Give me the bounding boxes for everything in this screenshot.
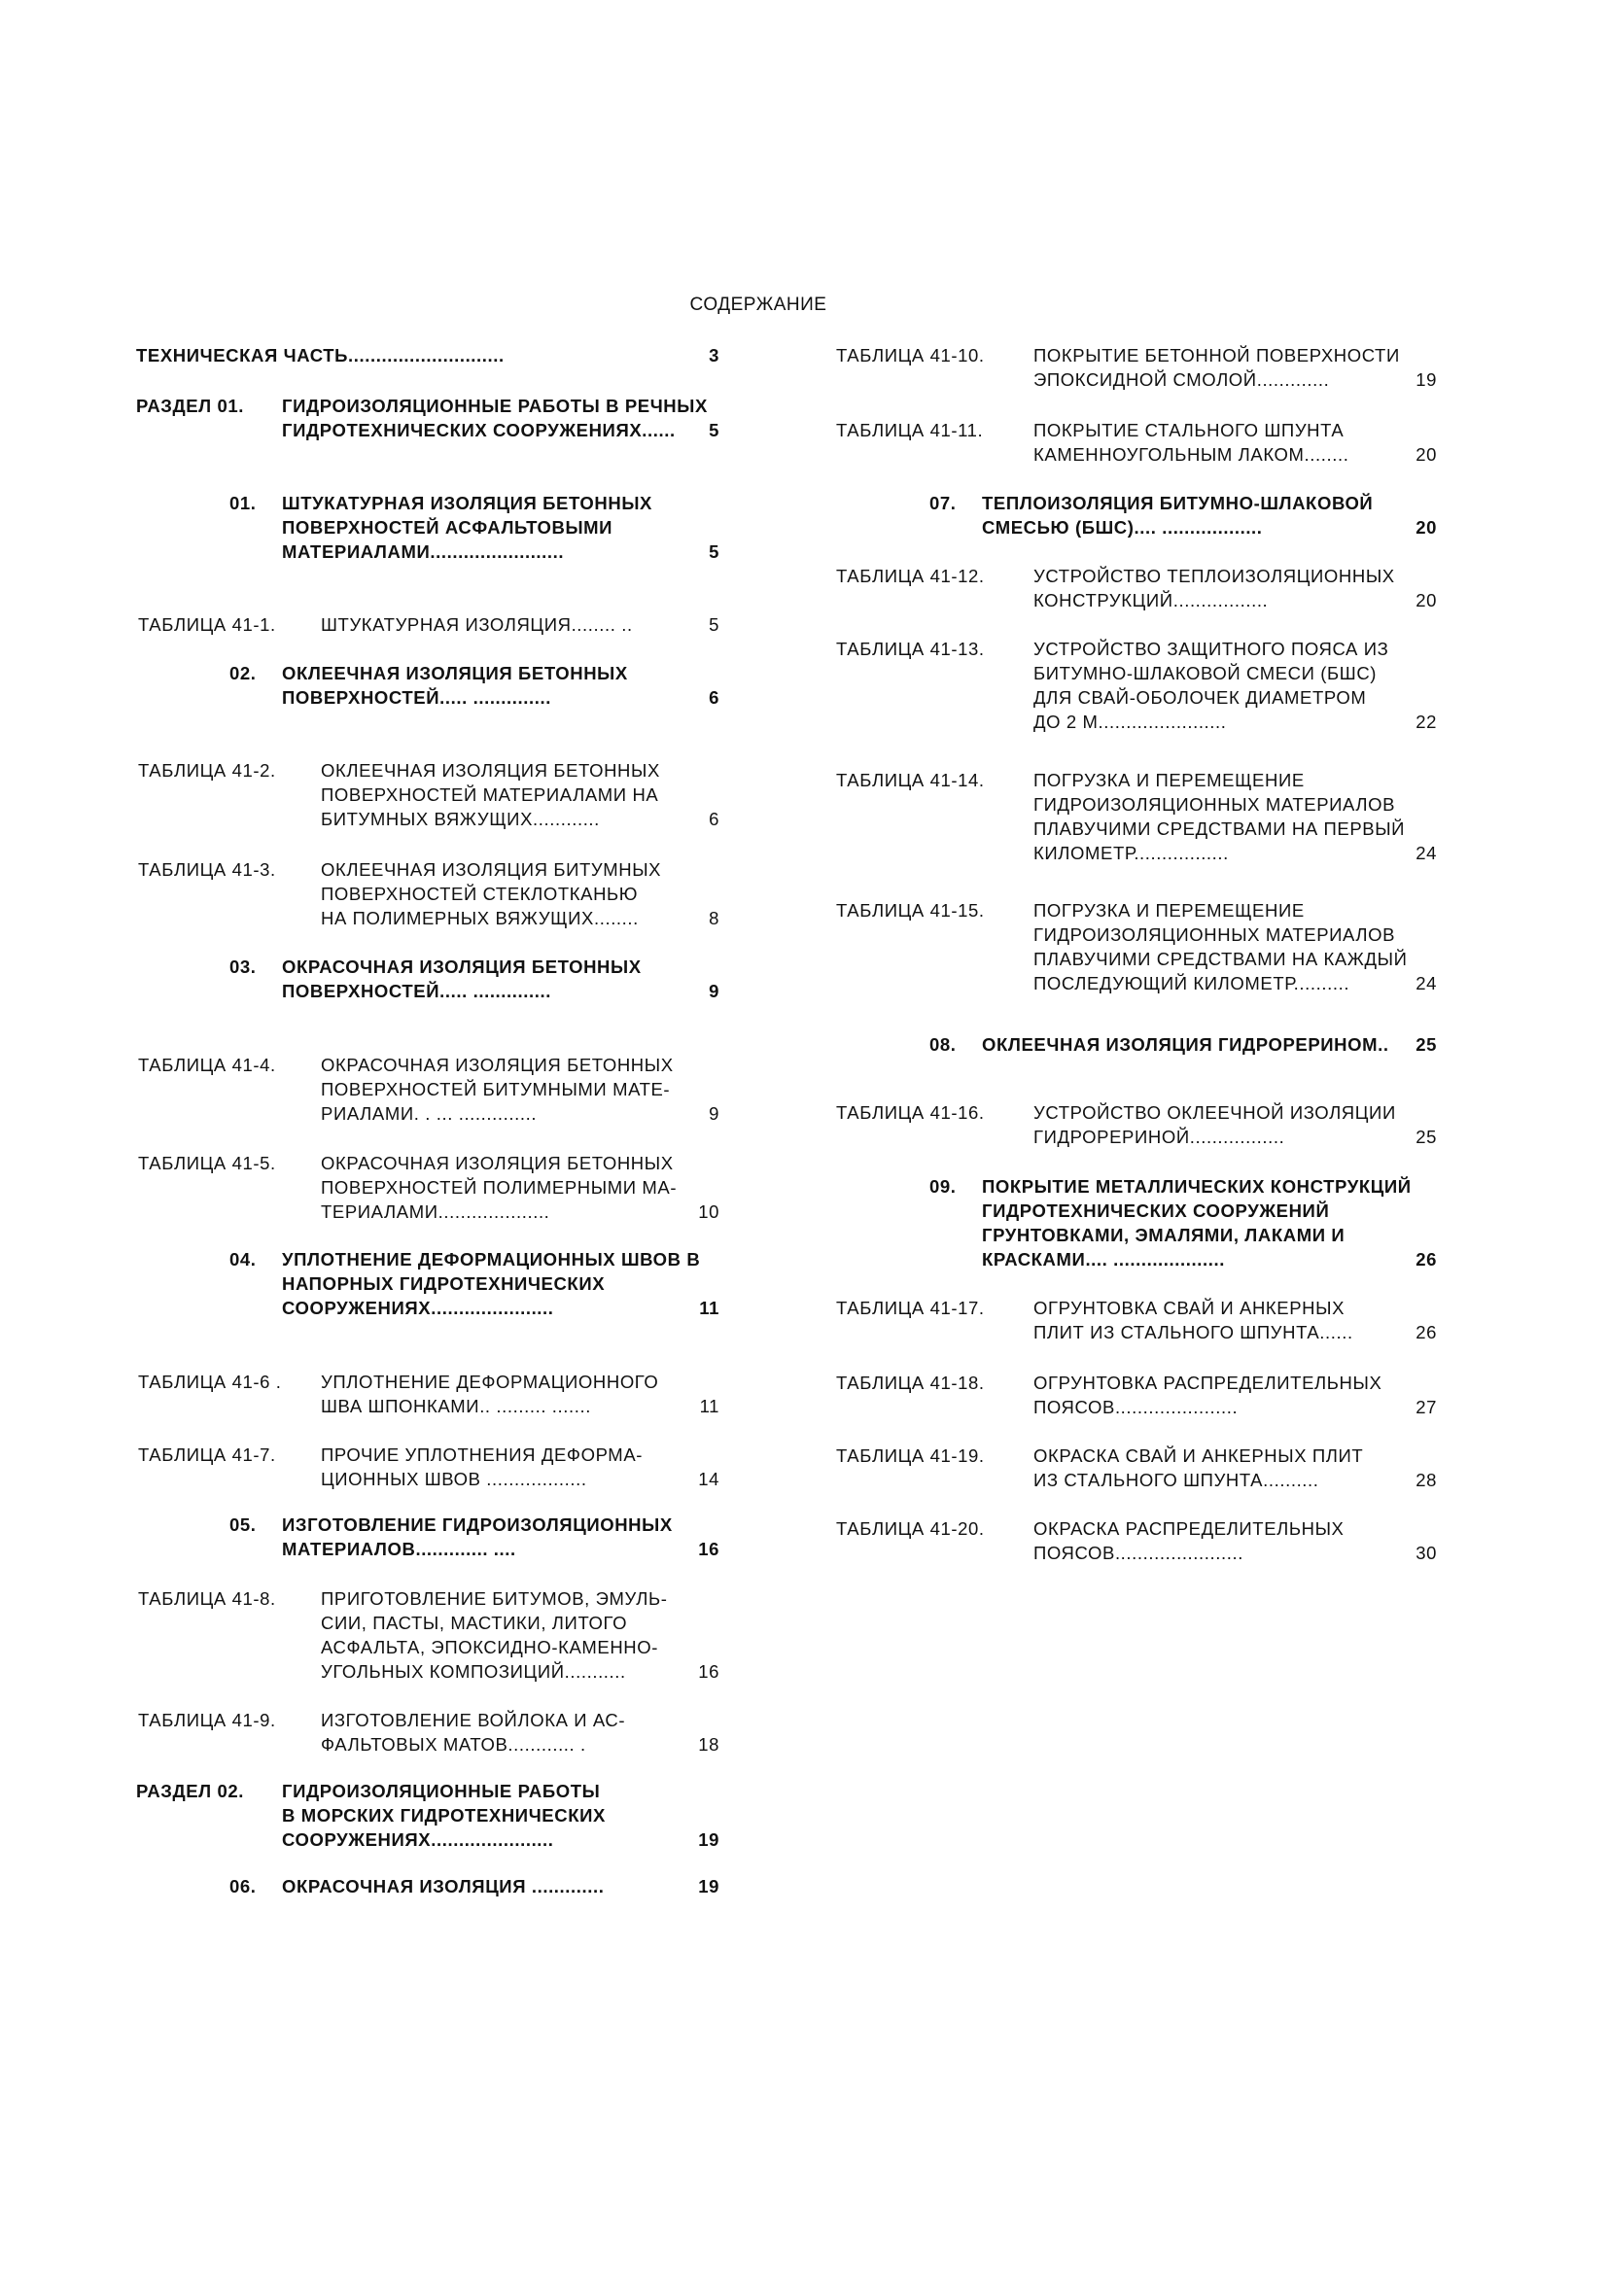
- toc-entry-title-line: ГИДРОИЗОЛЯЦИОННЫЕ РАБОТЫ: [282, 1781, 601, 1801]
- toc-page-number: 22: [1416, 712, 1437, 732]
- toc-entry-title-line: ОКЛЕЕЧНАЯ ИЗОЛЯЦИЯ БЕТОННЫХ: [282, 663, 628, 683]
- toc-entry-title-line: ПОСЛЕДУЮЩИЙ КИЛОМЕТР..........: [1033, 973, 1350, 993]
- toc-entry-title-line: ГРУНТОВКАМИ, ЭМАЛЯМИ, ЛАКАМИ И: [982, 1225, 1346, 1245]
- toc-entry-title-line: ПОКРЫТИЕ БЕТОННОЙ ПОВЕРХНОСТИ: [1033, 345, 1400, 365]
- toc-entry-title-line: МАТЕРИАЛОВ............. ....: [282, 1539, 516, 1559]
- toc-entry-title-line: ЦИОННЫХ ШВОВ ..................: [321, 1469, 587, 1489]
- toc-page-number: 10: [698, 1201, 719, 1222]
- toc-entry-number: ТАБЛИЦА 41-15.: [836, 900, 985, 921]
- toc-leader-dots: ...........: [564, 1661, 626, 1682]
- toc-page-number: 19: [698, 1876, 719, 1896]
- toc-page-number: 27: [1416, 1397, 1437, 1417]
- toc-entry-title-line: ПОВЕРХНОСТЕЙ МАТЕРИАЛАМИ НА: [321, 784, 659, 805]
- toc-leader-dots: ..........: [1293, 973, 1350, 993]
- toc-entry-title-line: ПОГРУЗКА И ПЕРЕМЕЩЕНИЕ: [1033, 770, 1305, 790]
- toc-page-number: 5: [709, 420, 719, 440]
- toc-entry-title-line: ДЛЯ СВАЙ-ОБОЛОЧЕК ДИАМЕТРОМ: [1033, 687, 1367, 708]
- toc-leader-dots: ........: [1304, 444, 1349, 465]
- toc-leader-dots: ........: [593, 908, 639, 928]
- toc-entry-title-line: ИЗГОТОВЛЕНИЕ ВОЙЛОКА И АС-: [321, 1710, 626, 1730]
- toc-entry-title-line: ПЛАВУЧИМИ СРЕДСТВАМИ НА КАЖДЫЙ: [1033, 949, 1408, 969]
- toc-entry-title-line: ФАЛЬТОВЫХ МАТОВ............ .: [321, 1734, 586, 1755]
- toc-entry-title-line: ПОЯСОВ.......................: [1033, 1543, 1243, 1563]
- toc-leader-dots: .............: [526, 1876, 605, 1896]
- toc-leader-dots: .............: [1256, 369, 1330, 390]
- toc-entry-title-line: ДО 2 М.......................: [1033, 712, 1227, 732]
- toc-entry-number: ТАБЛИЦА 41-13.: [836, 639, 985, 659]
- toc-entry-title-line: УСТРОЙСТВО ЗАЩИТНОГО ПОЯСА ИЗ: [1033, 639, 1389, 659]
- toc-page-number: 9: [709, 981, 719, 1001]
- toc-entry-title-line: ГИДРОТЕХНИЧЕСКИХ СООРУЖЕНИЙ: [982, 1200, 1330, 1221]
- toc-entry-title-line: ТЕРИАЛАМИ....................: [321, 1201, 550, 1222]
- toc-leader-dots: .... ..................: [1134, 517, 1263, 538]
- toc-entry-number: 01.: [229, 493, 257, 513]
- toc-entry-title-line: УПЛОТНЕНИЕ ДЕФОРМАЦИОННОГО: [321, 1372, 659, 1392]
- toc-entry-title-line: БИТУМНЫХ ВЯЖУЩИХ............: [321, 809, 600, 829]
- toc-entry-title-line: ПОВЕРХНОСТЕЙ..... ..............: [282, 981, 551, 1001]
- toc-entry-title-line: ПОВЕРХНОСТЕЙ АСФАЛЬТОВЫМИ: [282, 517, 613, 538]
- toc-entry-number: РАЗДЕЛ 01.: [136, 396, 245, 416]
- toc-entry-number: ТАБЛИЦА 41-7.: [138, 1444, 276, 1465]
- toc-page-number: 11: [699, 1396, 719, 1416]
- toc-entry-title-line: КАМЕННОУГОЛЬНЫМ ЛАКОМ........: [1033, 444, 1349, 465]
- toc-entry-number: РАЗДЕЛ 02.: [136, 1781, 245, 1801]
- toc-page-number: 25: [1416, 1127, 1437, 1147]
- toc-entry-title-line: ШТУКАТУРНАЯ ИЗОЛЯЦИЯ........ ..: [321, 614, 633, 635]
- toc-page-number: 8: [709, 908, 719, 928]
- toc-page-number: 24: [1416, 843, 1437, 863]
- toc-leader-dots: .......................: [1098, 712, 1227, 732]
- toc-entry-number: ТАБЛИЦА 41-5.: [138, 1153, 276, 1173]
- toc-entry-number: ТАБЛИЦА 41-19.: [836, 1445, 985, 1466]
- toc-entry-title-line: ПРИГОТОВЛЕНИЕ БИТУМОВ, ЭМУЛЬ-: [321, 1588, 668, 1609]
- toc-entry-title-line: КОНСТРУКЦИЙ.................: [1033, 590, 1269, 610]
- toc-entry-title-line: СИИ, ПАСТЫ, МАСТИКИ, ЛИТОГО: [321, 1613, 628, 1633]
- toc-entry-title-line: ПОКРЫТИЕ МЕТАЛЛИЧЕСКИХ КОНСТРУКЦИЙ: [982, 1176, 1412, 1197]
- toc-page-number: 20: [1416, 517, 1437, 538]
- toc-entry-title-line: ПОГРУЗКА И ПЕРЕМЕЩЕНИЕ: [1033, 900, 1305, 921]
- toc-page-number: 5: [709, 541, 719, 562]
- toc-entry-title-line: ОКЛЕЕЧНАЯ ИЗОЛЯЦИЯ БЕТОННЫХ: [321, 760, 660, 781]
- toc-leader-dots: ......: [1319, 1322, 1353, 1342]
- toc-page-number: 19: [1416, 369, 1437, 390]
- toc-entry-title-line: ОКРАСОЧНАЯ ИЗОЛЯЦИЯ .............: [282, 1876, 605, 1896]
- toc-entry-title-line: ГИДРОИЗОЛЯЦИОННЫХ МАТЕРИАЛОВ: [1033, 794, 1396, 815]
- toc-entry-number: ТАБЛИЦА 41-9.: [138, 1710, 276, 1730]
- toc-page-number: 6: [709, 809, 719, 829]
- toc-leader-dots: ............. ....: [415, 1539, 516, 1559]
- toc-entry-number: 08.: [929, 1034, 957, 1055]
- toc-page-number: 16: [698, 1661, 719, 1682]
- toc-page-number: 19: [698, 1829, 719, 1850]
- toc-leader-dots: .................: [1172, 590, 1269, 610]
- toc-entry-number: ТАБЛИЦА 41-11.: [836, 420, 984, 440]
- page-title: СОДЕРЖАНИЕ: [689, 295, 827, 315]
- toc-entry-number: ТАБЛИЦА 41-4.: [138, 1055, 276, 1075]
- toc-leader-dots: ..... ..............: [439, 981, 551, 1001]
- toc-page-number: 14: [698, 1469, 719, 1489]
- toc-entry-number: ТАБЛИЦА 41-12.: [836, 566, 985, 586]
- toc-leader-dots: .. ......... .......: [479, 1396, 591, 1416]
- toc-entry-number: 07.: [929, 493, 957, 513]
- toc-entry-title-line: БИТУМНО-ШЛАКОВОЙ СМЕСИ (БШС): [1033, 663, 1378, 683]
- toc-entry-number: ТАБЛИЦА 41-10.: [836, 345, 985, 365]
- toc-entry-title-line: МАТЕРИАЛАМИ........................: [282, 541, 565, 562]
- toc-entry-title-line: НА ПОЛИМЕРНЫХ ВЯЖУЩИХ........: [321, 908, 639, 928]
- toc-leader-dots: ......................: [1114, 1397, 1239, 1417]
- toc-entry-title-line: ЭПОКСИДНОЙ СМОЛОЙ.............: [1033, 369, 1330, 390]
- toc-entry-title-line: ИЗ СТАЛЬНОГО ШПУНТА..........: [1033, 1470, 1319, 1490]
- toc-page-number: 3: [709, 345, 719, 365]
- toc-leader-dots: ......................: [431, 1298, 554, 1318]
- toc-entry-title-line: ТЕХНИЧЕСКАЯ ЧАСТЬ............................: [136, 345, 505, 365]
- toc-leader-dots: ............................: [348, 345, 505, 365]
- toc-leader-dots: ..................: [480, 1469, 587, 1489]
- toc-entry-number: ТАБЛИЦА 41-3.: [138, 859, 276, 880]
- toc-entry-title-line: ПОВЕРХНОСТЕЙ ПОЛИМЕРНЫМИ МА-: [321, 1177, 678, 1198]
- toc-leader-dots: ..........: [1263, 1470, 1319, 1490]
- toc-entry-number: 05.: [229, 1514, 257, 1535]
- toc-entry-title-line: ОКЛЕЕЧНАЯ ИЗОЛЯЦИЯ ГИДРОРЕРИНОМ..: [982, 1034, 1389, 1055]
- toc-leader-dots: ......................: [431, 1829, 554, 1850]
- toc-entry-title-line: УСТРОЙСТВО ТЕПЛОИЗОЛЯЦИОННЫХ: [1033, 566, 1395, 586]
- toc-page-number: 16: [698, 1539, 719, 1559]
- toc-entry-title-line: ПОВЕРХНОСТЕЙ БИТУМНЫМИ МАТЕ-: [321, 1079, 671, 1099]
- toc-entry-number: ТАБЛИЦА 41-16.: [836, 1102, 985, 1123]
- toc-entry-title-line: СМЕСЬЮ (БШС).... ..................: [982, 517, 1263, 538]
- toc-entry-title-line: ПОКРЫТИЕ СТАЛЬНОГО ШПУНТА: [1033, 420, 1345, 440]
- toc-leader-dots: . . ... ..............: [413, 1103, 538, 1124]
- toc-leader-dots: ..: [1378, 1034, 1389, 1055]
- toc-page-number: 24: [1416, 973, 1437, 993]
- toc-page-number: 11: [699, 1298, 719, 1318]
- toc-leader-dots: ........................: [430, 541, 565, 562]
- toc-entry-title-line: ГИДРОИЗОЛЯЦИОННЫЕ РАБОТЫ В РЕЧНЫХ: [282, 396, 708, 416]
- toc-entry-title-line: ОКЛЕЕЧНАЯ ИЗОЛЯЦИЯ БИТУМНЫХ: [321, 859, 662, 880]
- toc-entry-number: ТАБЛИЦА 41-6 .: [138, 1372, 282, 1392]
- toc-entry-title-line: ОКРАСОЧНАЯ ИЗОЛЯЦИЯ БЕТОННЫХ: [321, 1055, 674, 1075]
- toc-page-number: 18: [698, 1734, 719, 1755]
- toc-entry-title-line: ОКРАСКА РАСПРЕДЕЛИТЕЛЬНЫХ: [1033, 1518, 1345, 1539]
- toc-entry-title-line: ТЕПЛОИЗОЛЯЦИЯ БИТУМНО-ШЛАКОВОЙ: [982, 493, 1374, 513]
- toc-leader-dots: .................: [1134, 843, 1229, 863]
- toc-entry-title-line: СООРУЖЕНИЯХ......................: [282, 1298, 554, 1318]
- toc-page-number: 30: [1416, 1543, 1437, 1563]
- toc-page-number: 26: [1416, 1249, 1437, 1270]
- toc-entry-title-line: ОКРАСКА СВАЙ И АНКЕРНЫХ ПЛИТ: [1033, 1445, 1364, 1466]
- toc-entry-title-line: ПОВЕРХНОСТЕЙ..... ..............: [282, 687, 551, 708]
- toc-entry-title-line: ПРОЧИЕ УПЛОТНЕНИЯ ДЕФОРМА-: [321, 1444, 644, 1465]
- toc-entry-number: ТАБЛИЦА 41-17.: [836, 1298, 985, 1318]
- toc-entry-title-line: ПЛАВУЧИМИ СРЕДСТВАМИ НА ПЕРВЫЙ: [1033, 818, 1406, 839]
- toc-entry-title-line: ГИДРОРЕРИНОЙ.................: [1033, 1127, 1285, 1147]
- toc-entry-title-line: ОГРУНТОВКА РАСПРЕДЕЛИТЕЛЬНЫХ: [1033, 1373, 1382, 1393]
- toc-leader-dots: ....................: [437, 1201, 550, 1222]
- toc-entry-title-line: ШТУКАТУРНАЯ ИЗОЛЯЦИЯ БЕТОННЫХ: [282, 493, 652, 513]
- toc-entry-title-line: ГИДРОИЗОЛЯЦИОННЫХ МАТЕРИАЛОВ: [1033, 924, 1396, 945]
- toc-leader-dots: ........ ..: [571, 614, 633, 635]
- toc-entry-number: 09.: [929, 1176, 957, 1197]
- toc-entry-title-line: ПОЯСОВ......................: [1033, 1397, 1239, 1417]
- toc-entry-number: ТАБЛИЦА 41-20.: [836, 1518, 985, 1539]
- toc-page-number: 6: [709, 687, 719, 708]
- toc-leader-dots: .......................: [1114, 1543, 1243, 1563]
- toc-entry-title-line: ОКРАСОЧНАЯ ИЗОЛЯЦИЯ БЕТОННЫХ: [321, 1153, 674, 1173]
- toc-entry-title-line: ОКРАСОЧНАЯ ИЗОЛЯЦИЯ БЕТОННЫХ: [282, 957, 642, 977]
- toc-entry-number: 03.: [229, 957, 257, 977]
- toc-entry-number: 06.: [229, 1876, 257, 1896]
- toc-entry-title-line: РИАЛАМИ. . ... ..............: [321, 1103, 538, 1124]
- toc-entry-number: ТАБЛИЦА 41-18.: [836, 1373, 985, 1393]
- toc-page-number: 20: [1416, 444, 1437, 465]
- toc-entry-title-line: АСФАЛЬТА, ЭПОКСИДНО-КАМЕННО-: [321, 1637, 659, 1657]
- toc-leader-dots: .................: [1189, 1127, 1285, 1147]
- toc-entry-number: ТАБЛИЦА 41-1.: [138, 614, 276, 635]
- toc-entry-title-line: КРАСКАМИ.... ....................: [982, 1249, 1225, 1270]
- toc-leader-dots: ......: [642, 420, 676, 440]
- toc-entry-title-line: ГИДРОТЕХНИЧЕСКИХ СООРУЖЕНИЯХ......: [282, 420, 676, 440]
- toc-entry-title-line: ШВА ШПОНКАМИ.. ......... .......: [321, 1396, 591, 1416]
- toc-page-number: 26: [1416, 1322, 1437, 1342]
- toc-entry-title-line: В МОРСКИХ ГИДРОТЕХНИЧЕСКИХ: [282, 1805, 606, 1826]
- toc-entry-title-line: ОГРУНТОВКА СВАЙ И АНКЕРНЫХ: [1033, 1298, 1346, 1318]
- toc-page-number: 25: [1416, 1034, 1437, 1055]
- toc-leader-dots: .... ....................: [1085, 1249, 1225, 1270]
- toc-page-number: 9: [709, 1103, 719, 1124]
- toc-entry-title-line: ПОВЕРХНОСТЕЙ СТЕКЛОТКАНЬЮ: [321, 884, 639, 904]
- toc-entry-title-line: УПЛОТНЕНИЕ ДЕФОРМАЦИОННЫХ ШВОВ В: [282, 1249, 701, 1270]
- toc-entry-number: 02.: [229, 663, 257, 683]
- toc-entry-number: ТАБЛИЦА 41-2.: [138, 760, 276, 781]
- toc-leader-dots: ............ .: [507, 1734, 586, 1755]
- toc-entry-number: ТАБЛИЦА 41-14.: [836, 770, 985, 790]
- toc-leader-dots: ..... ..............: [439, 687, 551, 708]
- toc-entry-title-line: УСТРОЙСТВО ОКЛЕЕЧНОЙ ИЗОЛЯЦИИ: [1033, 1102, 1396, 1123]
- toc-entry-title-line: УГОЛЬНЫХ КОМПОЗИЦИЙ...........: [321, 1661, 626, 1682]
- toc-page-number: 5: [709, 614, 719, 635]
- toc-leader-dots: ............: [533, 809, 600, 829]
- toc-entry-title-line: НАПОРНЫХ ГИДРОТЕХНИЧЕСКИХ: [282, 1273, 606, 1294]
- toc-entry-title-line: ПЛИТ ИЗ СТАЛЬНОГО ШПУНТА......: [1033, 1322, 1353, 1342]
- toc-entry-number: ТАБЛИЦА 41-8.: [138, 1588, 276, 1609]
- toc-page-number: 28: [1416, 1470, 1437, 1490]
- toc-entry-title-line: СООРУЖЕНИЯХ......................: [282, 1829, 554, 1850]
- toc-entry-number: 04.: [229, 1249, 257, 1270]
- toc-entry-title-line: КИЛОМЕТР.................: [1033, 843, 1229, 863]
- toc-page-number: 20: [1416, 590, 1437, 610]
- toc-entry-title-line: ИЗГОТОВЛЕНИЕ ГИДРОИЗОЛЯЦИОННЫХ: [282, 1514, 673, 1535]
